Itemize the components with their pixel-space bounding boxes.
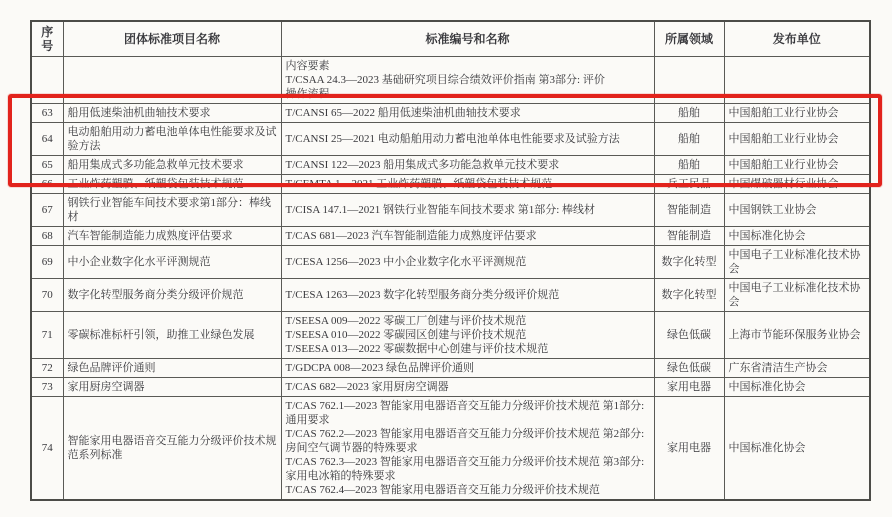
standard-line: T/CAS 682—2023 家用厨房空调器 bbox=[285, 381, 449, 393]
project-name-cell: 钢铁行业智能车间技术要求第1部分：棒线材 bbox=[63, 194, 281, 227]
standard-number-name-cell bbox=[281, 227, 654, 246]
standard-number-name-cell bbox=[281, 397, 654, 501]
project-name-cell: 零碳标准标杆引领，助推工业绿色发展 bbox=[63, 312, 281, 359]
project-name-cell: 绿色品牌评价通则 bbox=[63, 359, 281, 378]
standard-line: T/CANSI 65—2022 船用低速柴油机曲轴技术要求 bbox=[285, 107, 521, 119]
standard-line: T/CANSI 25—2021 电动船舶用动力蓄电池单体电性能要求及试验方法 bbox=[285, 133, 620, 145]
standard-line: T/CAS 762.2—2023 智能家用电器语音交互能力分级评价技术规范 第2部分: 房间空气调节器的特殊要求 bbox=[285, 428, 645, 454]
standard-number-name-cell bbox=[281, 194, 654, 227]
table-row bbox=[31, 123, 870, 156]
standard-line: T/CAS 762.1—2023 智能家用电器语音交互能力分级评价技术规范 第1部分: 通用要求 bbox=[285, 400, 645, 426]
publishing-org-cell: 中国电子工业标准化技术协会 bbox=[724, 246, 870, 279]
project-name-cell: 汽车智能制造能力成熟度评估要求 bbox=[63, 227, 281, 246]
header-cell-org: 发布单位 bbox=[724, 21, 870, 57]
table-row bbox=[31, 104, 870, 123]
row-number-cell: 63 bbox=[31, 104, 63, 123]
row-number-cell: 74 bbox=[31, 397, 63, 501]
table-row bbox=[31, 246, 870, 279]
standard-line: T/CSAA 24.3—2023 基础研究项目综合绩效评价指南 第3部分: 评价 bbox=[285, 74, 605, 86]
field-cell: 船舶 bbox=[654, 156, 724, 175]
standard-number-name-cell bbox=[281, 312, 654, 359]
publishing-org-cell: 中国标准化协会 bbox=[724, 378, 870, 397]
publishing-org-cell: 中国爆破器材行业协会 bbox=[724, 175, 870, 194]
publishing-org-cell bbox=[724, 57, 870, 104]
field-cell: 数字化转型 bbox=[654, 279, 724, 312]
standard-number-name-cell bbox=[281, 378, 654, 397]
project-name-cell: 船用集成式多功能急救单元技术要求 bbox=[63, 156, 281, 175]
project-name-cell: 船用低速柴油机曲轴技术要求 bbox=[63, 104, 281, 123]
table-header-row bbox=[31, 21, 870, 57]
standard-line: T/CESA 1256—2023 中小企业数字化水平评测规范 bbox=[285, 256, 527, 268]
standard-number-name-cell bbox=[281, 175, 654, 194]
header-cell-field: 所属领域 bbox=[654, 21, 724, 57]
project-name-cell: 家用厨房空调器 bbox=[63, 378, 281, 397]
publishing-org-cell: 上海市节能环保服务业协会 bbox=[724, 312, 870, 359]
field-cell: 家用电器 bbox=[654, 397, 724, 501]
publishing-org-cell: 广东省清洁生产协会 bbox=[724, 359, 870, 378]
table-row bbox=[31, 227, 870, 246]
publishing-org-cell: 中国电子工业标准化技术协会 bbox=[724, 279, 870, 312]
standard-line: T/CESA 1263—2023 数字化转型服务商分类分级评价规范 bbox=[285, 289, 560, 301]
row-number-cell: 65 bbox=[31, 156, 63, 175]
field-cell: 智能制造 bbox=[654, 194, 724, 227]
header-cell-name: 团体标准项目名称 bbox=[63, 21, 281, 57]
standard-number-name-cell bbox=[281, 57, 654, 104]
standard-line: T/CAS 681—2023 汽车智能制造能力成熟度评估要求 bbox=[285, 230, 537, 242]
standard-number-name-cell bbox=[281, 123, 654, 156]
publishing-org-cell: 中国船舶工业行业协会 bbox=[724, 104, 870, 123]
field-cell: 绿色低碳 bbox=[654, 312, 724, 359]
field-cell: 船舶 bbox=[654, 104, 724, 123]
standards-table bbox=[30, 20, 871, 501]
standard-line: T/SEESA 010—2022 零碳园区创建与评价技术规范 bbox=[285, 329, 527, 341]
row-number-cell: 70 bbox=[31, 279, 63, 312]
publishing-org-cell: 中国标准化协会 bbox=[724, 227, 870, 246]
row-number-cell: 64 bbox=[31, 123, 63, 156]
table-row bbox=[31, 397, 870, 501]
row-number-cell: 72 bbox=[31, 359, 63, 378]
standard-number-name-cell bbox=[281, 104, 654, 123]
field-cell: 船舶 bbox=[654, 123, 724, 156]
table-row bbox=[31, 378, 870, 397]
publishing-org-cell: 中国船舶工业行业协会 bbox=[724, 123, 870, 156]
table-row bbox=[31, 312, 870, 359]
table-row bbox=[31, 194, 870, 227]
standard-number-name-cell bbox=[281, 279, 654, 312]
row-number-cell: 68 bbox=[31, 227, 63, 246]
table-row bbox=[31, 279, 870, 312]
field-cell bbox=[654, 57, 724, 104]
field-cell: 家用电器 bbox=[654, 378, 724, 397]
table-row bbox=[31, 175, 870, 194]
field-cell: 智能制造 bbox=[654, 227, 724, 246]
publishing-org-cell: 中国标准化协会 bbox=[724, 397, 870, 501]
field-cell: 绿色低碳 bbox=[654, 359, 724, 378]
row-number-cell: 71 bbox=[31, 312, 63, 359]
standard-line: 内容要素 bbox=[285, 60, 330, 72]
project-name-cell: 数字化转型服务商分类分级评价规范 bbox=[63, 279, 281, 312]
standard-line: 操作流程 bbox=[285, 88, 330, 100]
table-row bbox=[31, 156, 870, 175]
standard-line: T/GDCPA 008—2023 绿色品牌评价通则 bbox=[285, 362, 474, 374]
standard-line: T/CEMTA 1—2021 工业炸药塑膜、纸塑袋包装技术规范 bbox=[285, 178, 553, 190]
standard-line: T/SEESA 009—2022 零碳工厂创建与评价技术规范 bbox=[285, 315, 527, 327]
standard-number-name-cell bbox=[281, 246, 654, 279]
field-cell: 数字化转型 bbox=[654, 246, 724, 279]
row-number-cell: 73 bbox=[31, 378, 63, 397]
field-cell: 兵工民品 bbox=[654, 175, 724, 194]
standard-line: T/SEESA 013—2022 零碳数据中心创建与评价技术规范 bbox=[285, 343, 549, 355]
row-number-cell: 69 bbox=[31, 246, 63, 279]
row-number-cell: 66 bbox=[31, 175, 63, 194]
row-number-cell: 67 bbox=[31, 194, 63, 227]
standard-line: T/CISA 147.1—2021 钢铁行业智能车间技术要求 第1部分: 棒线材 bbox=[285, 204, 596, 216]
table-row bbox=[31, 359, 870, 378]
project-name-cell: 中小企业数字化水平评测规范 bbox=[63, 246, 281, 279]
standard-line: T/CAS 762.4—2023 智能家用电器语音交互能力分级评价技术规范 bbox=[285, 484, 600, 496]
project-name-cell: 电动船舶用动力蓄电池单体电性能要求及试验方法 bbox=[63, 123, 281, 156]
standard-number-name-cell bbox=[281, 156, 654, 175]
publishing-org-cell: 中国钢铁工业协会 bbox=[724, 194, 870, 227]
publishing-org-cell: 中国船舶工业行业协会 bbox=[724, 156, 870, 175]
standard-line: T/CAS 762.3—2023 智能家用电器语音交互能力分级评价技术规范 第3部分: 家用电冰箱的特殊要求 bbox=[285, 456, 645, 482]
project-name-cell: 智能家用电器语音交互能力分级评价技术规范系列标准 bbox=[63, 397, 281, 501]
header-cell-no: 序号 bbox=[31, 21, 63, 57]
row-number-cell bbox=[31, 57, 63, 104]
standard-number-name-cell bbox=[281, 359, 654, 378]
project-name-cell: 工业炸药塑膜、纸塑袋包装技术规范 bbox=[63, 175, 281, 194]
project-name-cell bbox=[63, 57, 281, 104]
header-cell-standard: 标准编号和名称 bbox=[281, 21, 654, 57]
table-row bbox=[31, 57, 870, 104]
standard-line: T/CANSI 122—2023 船用集成式多功能急救单元技术要求 bbox=[285, 159, 560, 171]
